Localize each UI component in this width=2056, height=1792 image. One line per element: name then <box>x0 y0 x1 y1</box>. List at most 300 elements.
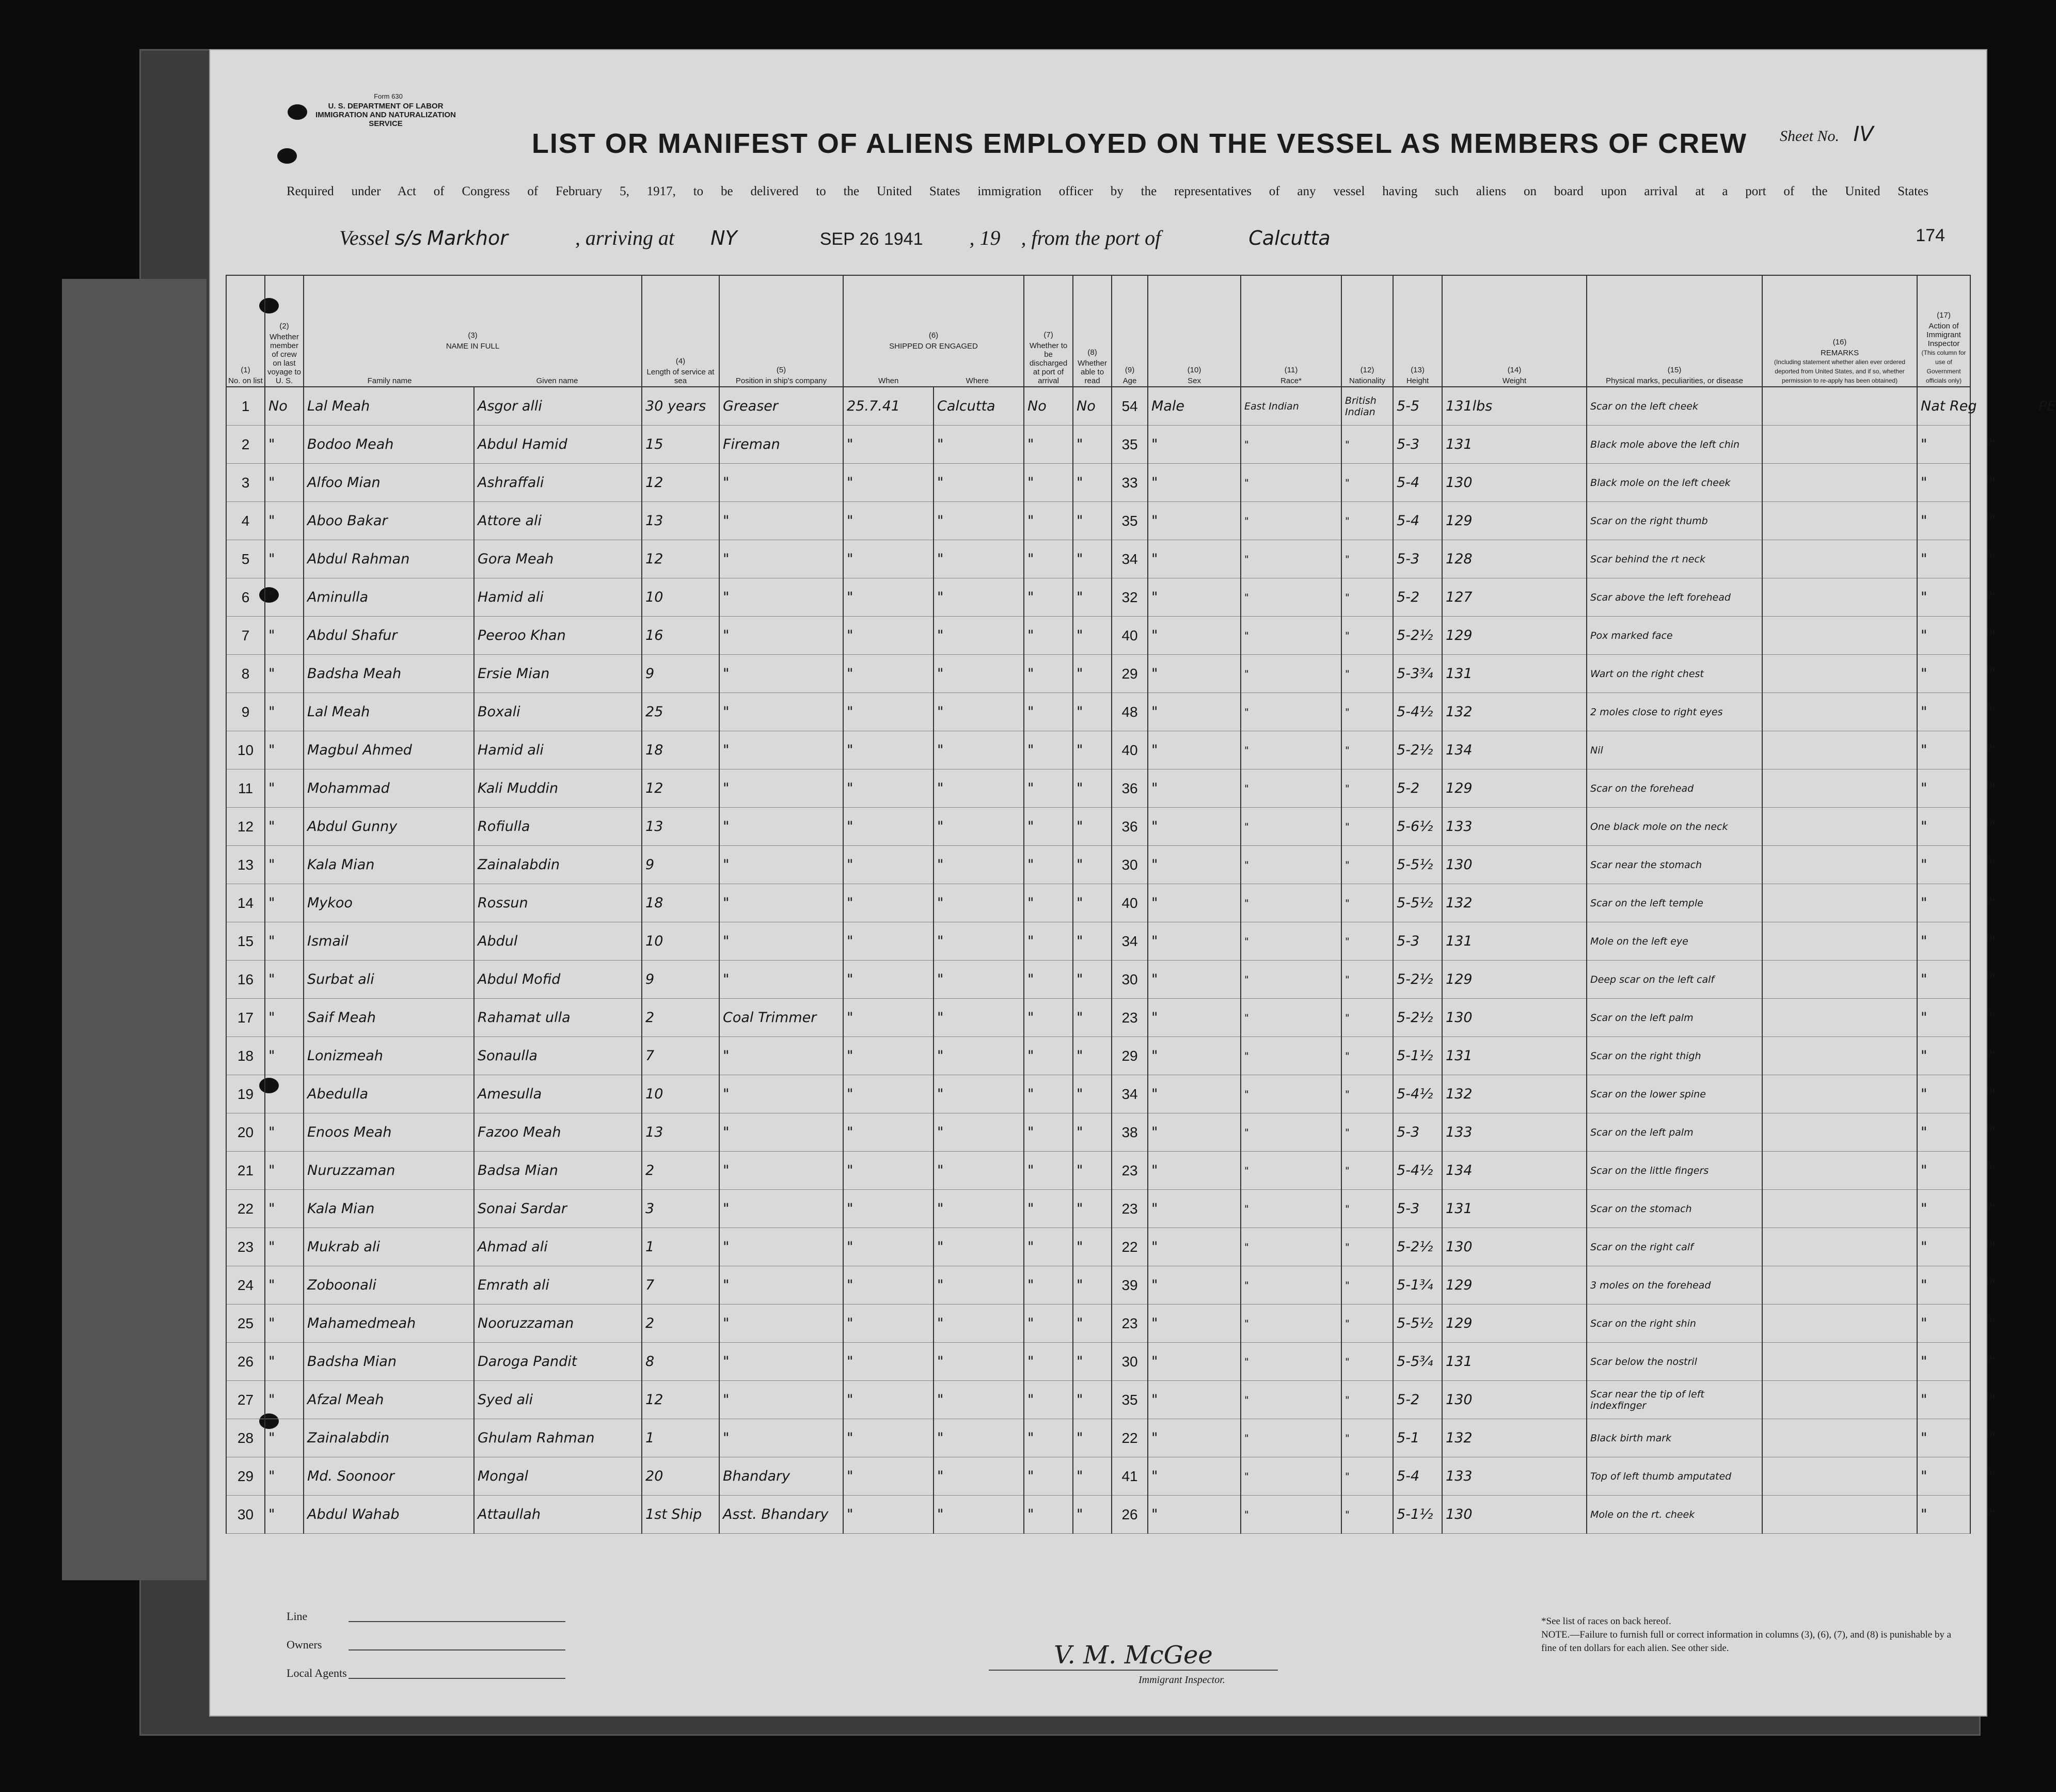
cell-no: 30 <box>226 1496 265 1534</box>
cell-race: " <box>1241 502 1341 540</box>
cell-when: " <box>843 999 934 1037</box>
cell-family: Mukrab ali <box>304 1228 474 1266</box>
cell-prev: " <box>265 693 304 731</box>
cell-family: Abdul Gunny <box>304 808 474 846</box>
cell-discharged: " <box>1024 426 1073 464</box>
cell-nationality: " <box>1341 884 1393 922</box>
cell-service: 9 <box>642 846 719 884</box>
table-row <box>226 1037 1970 1075</box>
cell-remarks <box>1762 1419 1917 1457</box>
cell-nationality: " <box>1341 808 1393 846</box>
table-row <box>226 1190 1970 1228</box>
cell-read: " <box>1073 464 1112 502</box>
cell-where: " <box>934 1457 1024 1496</box>
cell-no: 24 <box>226 1266 265 1304</box>
cell-where: " <box>934 846 1024 884</box>
cell-family: Aminulla <box>304 578 474 617</box>
cell-where: " <box>934 693 1024 731</box>
cell-remarks <box>1762 1190 1917 1228</box>
inspector-action-2: " <box>1989 780 1996 796</box>
cell-given: Asgor alli <box>474 387 642 426</box>
cell-prev: " <box>265 1152 304 1190</box>
cell-race: " <box>1241 578 1341 617</box>
cell-marks: Scar on the left cheek <box>1587 387 1762 426</box>
cell-when: " <box>843 1228 934 1266</box>
cell-nationality: " <box>1341 426 1393 464</box>
cell-discharged: " <box>1024 1266 1073 1304</box>
cell-service: 1 <box>642 1419 719 1457</box>
cell-discharged: " <box>1024 769 1073 808</box>
cell-race: " <box>1241 846 1341 884</box>
cell-prev: " <box>265 1304 304 1343</box>
cell-age: 41 <box>1112 1457 1148 1496</box>
cell-where: " <box>934 1381 1024 1419</box>
cell-where: " <box>934 426 1024 464</box>
binder-strip <box>62 279 207 1580</box>
cell-race: " <box>1241 1304 1341 1343</box>
cell-service: 7 <box>642 1266 719 1304</box>
cell-given: Hamid ali <box>474 578 642 617</box>
cell-sex: " <box>1148 464 1241 502</box>
inspector-action: " <box>1921 1162 1927 1178</box>
cell-family: Abdul Wahab <box>304 1496 474 1534</box>
cell-action <box>1917 1037 1996 1075</box>
cell-service: 12 <box>642 1381 719 1419</box>
cell-when: " <box>843 1075 934 1113</box>
inspector-action-2: " <box>1989 1201 1996 1217</box>
cell-given: Rofiulla <box>474 808 642 846</box>
col-subheader-where: Where <box>966 376 989 385</box>
cell-prev: " <box>265 617 304 655</box>
cell-action <box>1917 693 1996 731</box>
cell-no: 11 <box>226 769 265 808</box>
cell-weight: 131 <box>1442 1190 1587 1228</box>
cell-sex: " <box>1148 1496 1241 1534</box>
cell-weight: 130 <box>1442 999 1587 1037</box>
cell-where: " <box>934 540 1024 578</box>
cell-when: " <box>843 426 934 464</box>
cell-marks: Scar above the left forehead <box>1587 578 1762 617</box>
cell-no: 27 <box>226 1381 265 1419</box>
inspector-action: Nat Reg <box>1921 398 1977 414</box>
cell-height: 5-5½ <box>1393 846 1442 884</box>
cell-age: 36 <box>1112 769 1148 808</box>
table-row <box>226 769 1970 808</box>
cell-weight: 134 <box>1442 731 1587 769</box>
cell-where: " <box>934 1266 1024 1304</box>
cell-marks: One black mole on the neck <box>1587 808 1762 846</box>
cell-action <box>1917 426 1996 464</box>
cell-position: " <box>719 1037 843 1075</box>
cell-given: Ahmad ali <box>474 1228 642 1266</box>
cell-read: " <box>1073 922 1112 961</box>
cell-nationality: " <box>1341 1304 1393 1343</box>
cell-discharged: " <box>1024 1304 1073 1343</box>
cell-race: " <box>1241 1496 1341 1534</box>
cell-race: East Indian <box>1241 387 1341 426</box>
cell-read: No <box>1073 387 1112 426</box>
cell-age: 23 <box>1112 1190 1148 1228</box>
inspector-action: " <box>1921 513 1927 529</box>
cell-action <box>1917 961 1996 999</box>
col-header-race: (11) Race* <box>1241 275 1341 387</box>
cell-nationality: " <box>1341 693 1393 731</box>
inspector-action-2: " <box>1989 857 1996 873</box>
inspector-action: " <box>1921 475 1927 491</box>
cell-no: 15 <box>226 922 265 961</box>
cell-remarks <box>1762 502 1917 540</box>
col-header-shipped: (6) SHIPPED OR ENGAGED When Where <box>843 275 1024 387</box>
cell-no: 19 <box>226 1075 265 1113</box>
cell-service: 18 <box>642 884 719 922</box>
table-row <box>226 502 1970 540</box>
inspector-action: " <box>1921 1124 1927 1140</box>
cell-service: 13 <box>642 1113 719 1152</box>
cell-age: 35 <box>1112 1381 1148 1419</box>
vessel-name: Markhor <box>427 227 508 249</box>
cell-position: " <box>719 922 843 961</box>
cell-remarks <box>1762 655 1917 693</box>
cell-action <box>1917 808 1996 846</box>
inspector-action-2: " <box>1989 1239 1996 1255</box>
cell-sex: Male <box>1148 387 1241 426</box>
cell-sex: " <box>1148 769 1241 808</box>
cell-read: " <box>1073 1419 1112 1457</box>
cell-service: 12 <box>642 464 719 502</box>
table-row <box>226 655 1970 693</box>
inspector-action: " <box>1921 1430 1927 1446</box>
table-row <box>226 846 1970 884</box>
cell-read: " <box>1073 1113 1112 1152</box>
cell-prev: " <box>265 1037 304 1075</box>
cell-prev: " <box>265 464 304 502</box>
cell-read: " <box>1073 578 1112 617</box>
cell-height: 5-6½ <box>1393 808 1442 846</box>
cell-where: " <box>934 655 1024 693</box>
table-row <box>226 884 1970 922</box>
cell-sex: " <box>1148 1457 1241 1496</box>
cell-race: " <box>1241 1457 1341 1496</box>
cell-given: Abdul <box>474 922 642 961</box>
inspector-action: " <box>1921 1468 1927 1484</box>
cell-no: 1 <box>226 387 265 426</box>
cell-position: " <box>719 578 843 617</box>
manifest-page <box>209 49 2056 1717</box>
manifest-title: LIST OR MANIFEST OF ALIENS EMPLOYED ON THE VESSEL AS MEMBERS OF CREW <box>531 128 1748 159</box>
table-row <box>226 1266 1970 1304</box>
cell-when: " <box>843 655 934 693</box>
col-header-sex: (10) Sex <box>1148 275 1241 387</box>
cell-when: " <box>843 1381 934 1419</box>
cell-no: 18 <box>226 1037 265 1075</box>
cell-sex: " <box>1148 502 1241 540</box>
cell-when: 25.7.41 <box>843 387 934 426</box>
cell-prev: " <box>265 961 304 999</box>
punch-hole <box>288 104 307 120</box>
cell-nationality: " <box>1341 1190 1393 1228</box>
department-header <box>308 102 463 128</box>
col-header-position: (5) Position in ship's company <box>719 275 843 387</box>
cell-service: 3 <box>642 1190 719 1228</box>
from-port-label: , from the port of <box>1021 226 1161 249</box>
cell-where: Calcutta <box>934 387 1024 426</box>
cell-marks: Scar on the stomach <box>1587 1190 1762 1228</box>
cell-remarks <box>1762 1457 1917 1496</box>
table-header <box>226 275 1970 387</box>
cell-sex: " <box>1148 999 1241 1037</box>
inspector-action-2: " <box>1989 1392 1996 1408</box>
cell-age: 23 <box>1112 999 1148 1037</box>
cell-action <box>1917 655 1996 693</box>
inspector-action: " <box>1921 1201 1927 1217</box>
table-row <box>226 387 1970 426</box>
cell-weight: 131lbs <box>1442 387 1587 426</box>
cell-family: Aboo Bakar <box>304 502 474 540</box>
inspector-action: " <box>1921 1392 1927 1408</box>
table-row <box>226 1152 1970 1190</box>
cell-read: " <box>1073 1075 1112 1113</box>
inspector-action: " <box>1921 627 1927 643</box>
cell-when: " <box>843 1037 934 1075</box>
cell-marks: Wart on the right chest <box>1587 655 1762 693</box>
cell-action <box>1917 731 1996 769</box>
cell-family: Badsha Mian <box>304 1343 474 1381</box>
cell-action <box>1917 769 1996 808</box>
cell-position: " <box>719 1419 843 1457</box>
cell-family: Mykoo <box>304 884 474 922</box>
cell-marks: Black mole on the left cheek <box>1587 464 1762 502</box>
cell-weight: 130 <box>1442 1496 1587 1534</box>
cell-remarks <box>1762 426 1917 464</box>
cell-remarks <box>1762 999 1917 1037</box>
cell-age: 22 <box>1112 1419 1148 1457</box>
cell-no: 7 <box>226 617 265 655</box>
cell-marks: Scar on the right thumb <box>1587 502 1762 540</box>
table-row <box>226 1381 1970 1419</box>
cell-read: " <box>1073 617 1112 655</box>
cell-remarks <box>1762 1496 1917 1534</box>
cell-action <box>1917 1152 1996 1190</box>
cell-discharged: " <box>1024 1381 1073 1419</box>
cell-height: 5-2½ <box>1393 731 1442 769</box>
cell-given: Ashraffali <box>474 464 642 502</box>
inspector-action-2: " <box>1989 627 1996 643</box>
cell-remarks <box>1762 1152 1917 1190</box>
cell-where: " <box>934 464 1024 502</box>
inspector-action-2: " <box>1989 704 1996 720</box>
cell-given: Kali Muddin <box>474 769 642 808</box>
cell-read: " <box>1073 731 1112 769</box>
department-name: U. S. DEPARTMENT OF LABOR <box>328 102 444 111</box>
cell-nationality: " <box>1341 769 1393 808</box>
sheet-label: Sheet No. <box>1780 128 1839 145</box>
inspector-action: " <box>1921 1086 1927 1102</box>
cell-where: " <box>934 808 1024 846</box>
inspector-action-2: " <box>1989 1430 1996 1446</box>
cell-read: " <box>1073 693 1112 731</box>
cell-when: " <box>843 1152 934 1190</box>
cell-marks: Scar on the right calf <box>1587 1228 1762 1266</box>
cell-where: " <box>934 999 1024 1037</box>
cell-discharged: " <box>1024 1228 1073 1266</box>
inspector-action-2: " <box>1989 1010 1996 1026</box>
cell-position: Coal Trimmer <box>719 999 843 1037</box>
cell-when: " <box>843 884 934 922</box>
cell-height: 5-3 <box>1393 426 1442 464</box>
inspector-action: " <box>1921 704 1927 720</box>
cell-position: " <box>719 464 843 502</box>
vessel-label: Vessel <box>339 226 390 249</box>
cell-remarks <box>1762 922 1917 961</box>
cell-weight: 129 <box>1442 1304 1587 1343</box>
cell-prev: " <box>265 1419 304 1457</box>
cell-prev: " <box>265 655 304 693</box>
cell-given: Abdul Mofid <box>474 961 642 999</box>
cell-age: 29 <box>1112 655 1148 693</box>
cell-age: 34 <box>1112 922 1148 961</box>
cell-remarks <box>1762 769 1917 808</box>
inspector-action-2: " <box>1989 1315 1996 1331</box>
table-row <box>226 1457 1970 1496</box>
table-row <box>226 999 1970 1037</box>
inspector-action: " <box>1921 1010 1927 1026</box>
cell-action <box>1917 1457 1996 1496</box>
cell-no: 4 <box>226 502 265 540</box>
col-header-service: (4) Length of service at sea <box>642 275 719 387</box>
cell-nationality: " <box>1341 1381 1393 1419</box>
cell-height: 5-3 <box>1393 540 1442 578</box>
cell-when: " <box>843 1190 934 1228</box>
col-subheader-given: Given name <box>536 376 578 385</box>
cell-age: 23 <box>1112 1152 1148 1190</box>
cell-weight: 129 <box>1442 961 1587 999</box>
cell-nationality: " <box>1341 731 1393 769</box>
cell-action <box>1917 1190 1996 1228</box>
cell-age: 40 <box>1112 884 1148 922</box>
cell-marks: Mole on the rt. cheek <box>1587 1496 1762 1534</box>
cell-where: " <box>934 1496 1024 1534</box>
cell-discharged: " <box>1024 922 1073 961</box>
cell-read: " <box>1073 1304 1112 1343</box>
cell-age: 30 <box>1112 1343 1148 1381</box>
cell-service: 12 <box>642 540 719 578</box>
cell-prev: " <box>265 1075 304 1113</box>
cell-family: Zainalabdin <box>304 1419 474 1457</box>
cell-weight: 131 <box>1442 1343 1587 1381</box>
cell-age: 34 <box>1112 540 1148 578</box>
cell-sex: " <box>1148 961 1241 999</box>
cell-prev: " <box>265 1343 304 1381</box>
cell-read: " <box>1073 1457 1112 1496</box>
cell-action <box>1917 1228 1996 1266</box>
inspector-action: " <box>1921 819 1927 835</box>
cell-position: " <box>719 884 843 922</box>
cell-race: " <box>1241 1419 1341 1457</box>
cell-family: Zoboonali <box>304 1266 474 1304</box>
owners-label: Owners <box>287 1638 322 1651</box>
cell-given: Boxali <box>474 693 642 731</box>
cell-action <box>1917 1496 1996 1534</box>
cell-when: " <box>843 464 934 502</box>
cell-service: 8 <box>642 1343 719 1381</box>
cell-given: Abdul Hamid <box>474 426 642 464</box>
cell-given: Attaullah <box>474 1496 642 1534</box>
table-row <box>226 464 1970 502</box>
cell-marks: Scar on the right thigh <box>1587 1037 1762 1075</box>
cell-race: " <box>1241 922 1341 961</box>
inspector-action-2: " <box>1989 742 1996 758</box>
cell-given: Sonaulla <box>474 1037 642 1075</box>
cell-race: " <box>1241 1152 1341 1190</box>
cell-action <box>1917 502 1996 540</box>
cell-action <box>1917 1381 1996 1419</box>
cell-family: Lal Meah <box>304 387 474 426</box>
cell-when: " <box>843 1419 934 1457</box>
cell-read: " <box>1073 1496 1112 1534</box>
table-row <box>226 1304 1970 1343</box>
cell-discharged: " <box>1024 999 1073 1037</box>
cell-family: Magbul Ahmed <box>304 731 474 769</box>
table-row <box>226 808 1970 846</box>
cell-family: Lal Meah <box>304 693 474 731</box>
cell-given: Zainalabdin <box>474 846 642 884</box>
cell-weight: 130 <box>1442 846 1587 884</box>
cell-position: " <box>719 1190 843 1228</box>
cell-service: 10 <box>642 1075 719 1113</box>
cell-action <box>1917 1113 1996 1152</box>
cell-remarks <box>1762 1113 1917 1152</box>
cell-where: " <box>934 578 1024 617</box>
cell-no: 12 <box>226 808 265 846</box>
vessel-prefix: s/s <box>394 227 422 249</box>
cell-read: " <box>1073 961 1112 999</box>
cell-discharged: " <box>1024 731 1073 769</box>
col-header-remarks: (16) REMARKS (Including statement whether alien ever ordered deported from United States, and if so, whether permission to re-apply has been obtained) <box>1762 275 1917 387</box>
cell-read: " <box>1073 884 1112 922</box>
col-header-read: (8) Whether able to read <box>1073 275 1112 387</box>
agents-label: Local Agents <box>287 1667 347 1679</box>
cell-weight: 131 <box>1442 655 1587 693</box>
cell-action <box>1917 884 1996 922</box>
cell-discharged: " <box>1024 578 1073 617</box>
inspector-action-2: " <box>1989 436 1996 452</box>
cell-sex: " <box>1148 1228 1241 1266</box>
cell-read: " <box>1073 1190 1112 1228</box>
cell-when: " <box>843 617 934 655</box>
cell-race: " <box>1241 426 1341 464</box>
arriving-label: , arriving at <box>575 226 675 249</box>
cell-read: " <box>1073 1381 1112 1419</box>
year-label: , 19 <box>969 226 1001 249</box>
cell-height: 5-4½ <box>1393 693 1442 731</box>
cell-sex: " <box>1148 1304 1241 1343</box>
cell-remarks <box>1762 387 1917 426</box>
cell-age: 35 <box>1112 426 1148 464</box>
cell-prev: " <box>265 578 304 617</box>
cell-service: 9 <box>642 961 719 999</box>
cell-nationality: " <box>1341 502 1393 540</box>
cell-height: 5-1½ <box>1393 1037 1442 1075</box>
cell-discharged: " <box>1024 1343 1073 1381</box>
cell-when: " <box>843 1496 934 1534</box>
cell-weight: 133 <box>1442 1113 1587 1152</box>
cell-prev: " <box>265 1381 304 1419</box>
cell-age: 38 <box>1112 1113 1148 1152</box>
cell-service: 7 <box>642 1037 719 1075</box>
cell-position: " <box>719 693 843 731</box>
cell-when: " <box>843 1266 934 1304</box>
inspector-action: " <box>1921 551 1927 567</box>
